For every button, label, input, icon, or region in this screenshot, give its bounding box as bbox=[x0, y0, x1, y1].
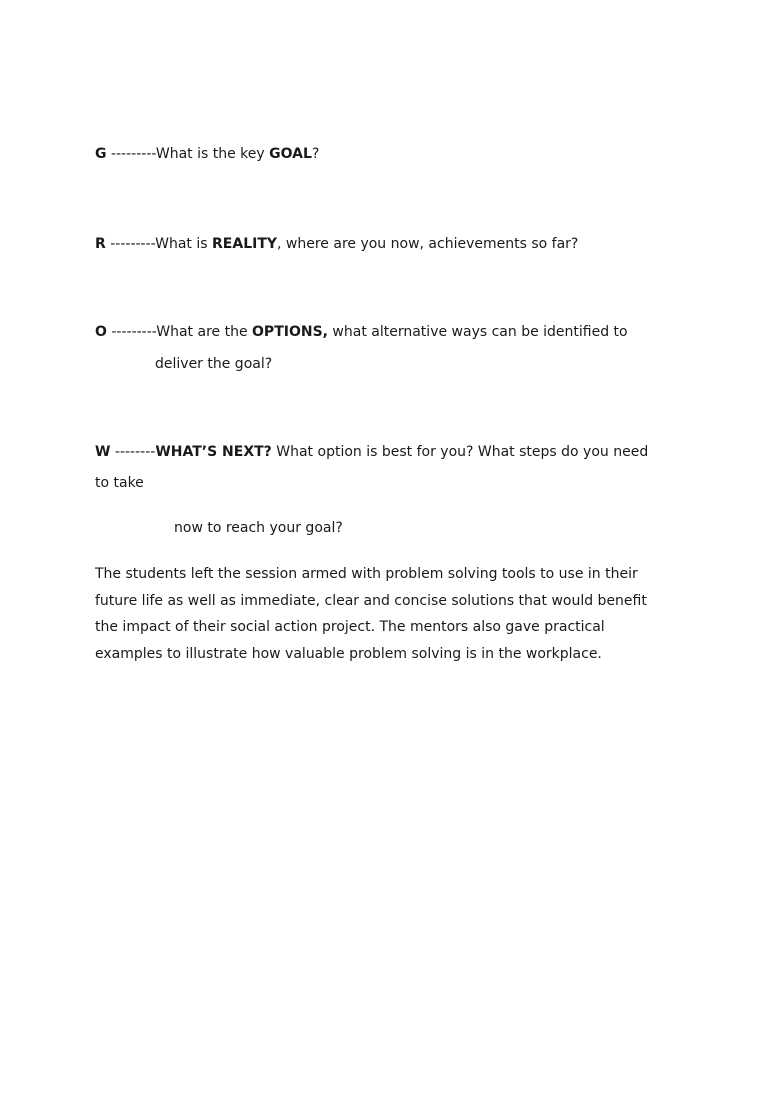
grow-goal-line bbox=[95, 144, 319, 164]
grow-reality-line bbox=[95, 234, 578, 254]
whats-next-continuation-1: to take bbox=[95, 475, 144, 491]
options-keyword: OPTIONS, bbox=[252, 324, 328, 340]
reality-question-end: , where are you now, achievements so far? bbox=[277, 236, 579, 252]
reality-question-start: What is bbox=[155, 236, 213, 252]
paragraph-line: future life as well as immediate, clear and concise solutions that would benefit bbox=[95, 592, 647, 609]
whats-next-letter: W bbox=[95, 444, 111, 460]
goal-letter: G bbox=[95, 146, 107, 162]
paragraph-line: the impact of their social action project. The mentors also gave practical bbox=[95, 619, 605, 635]
whats-next-keyword: WHAT’S NEXT? bbox=[155, 444, 272, 460]
options-continuation: deliver the goal? bbox=[155, 356, 273, 372]
whats-next-dashes: -------- bbox=[110, 444, 156, 460]
whats-next-continuation-2: now to reach your goal? bbox=[174, 520, 343, 536]
goal-question-end: ? bbox=[311, 146, 320, 162]
grow-whats-next-line bbox=[95, 442, 648, 462]
options-letter: O bbox=[95, 324, 107, 340]
grow-options-line bbox=[95, 322, 628, 342]
goal-keyword: GOAL bbox=[269, 146, 312, 162]
paragraph-line: The students left the session armed with problem solving tools to use in their bbox=[95, 566, 638, 582]
reality-keyword: REALITY bbox=[212, 236, 278, 252]
goal-dashes: --------- bbox=[106, 146, 156, 162]
reality-dashes: --------- bbox=[105, 236, 156, 252]
options-question-end: what alternative ways can be identified to bbox=[327, 324, 628, 340]
options-dashes: --------- bbox=[106, 324, 157, 340]
reality-letter: R bbox=[95, 236, 106, 252]
paragraph-line: examples to illustrate how valuable problem solving is in the workplace. bbox=[95, 645, 602, 662]
options-question-start: What are the bbox=[156, 324, 253, 340]
whats-next-question: What option is best for you? What steps do you need bbox=[271, 444, 649, 460]
summary-paragraph bbox=[95, 561, 695, 667]
goal-question-start: What is the key bbox=[155, 146, 270, 162]
